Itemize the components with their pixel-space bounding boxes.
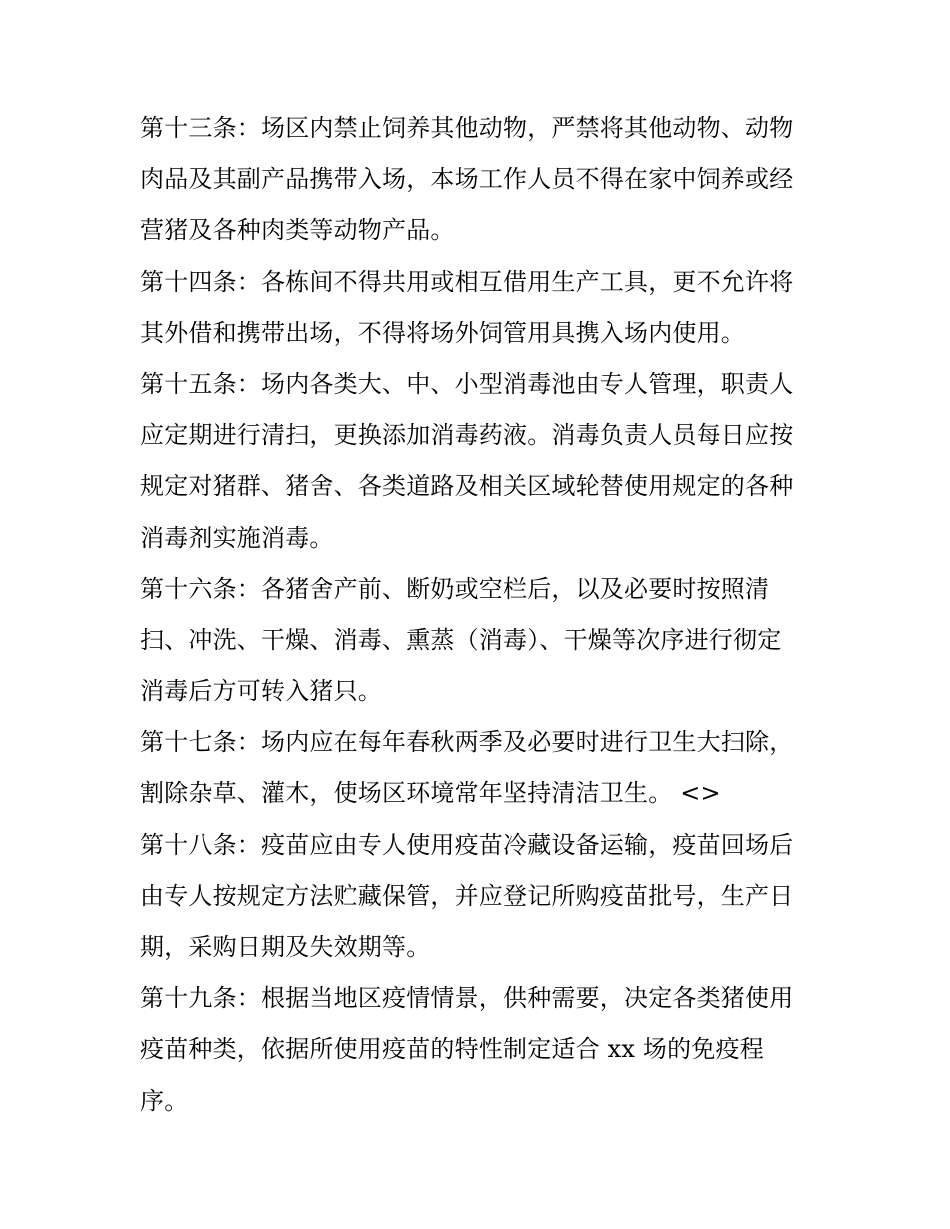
text-line: 消毒剂实施消毒。 [140, 523, 334, 552]
text-line: 序。 [140, 1086, 189, 1115]
text-line: 期，采购日期及失效期等。 [140, 933, 431, 961]
article-15 [140, 359, 820, 564]
text-line: 第十五条：场内各类大、中、小型消毒池由专人管理，职责人 [140, 369, 794, 398]
text-line: 扫、冲洗、干燥、消毒、熏蒸（消毒）、干燥等次序进行彻定 [140, 625, 782, 654]
article-13 [140, 103, 820, 257]
article-14 [140, 257, 820, 359]
text-line: 消毒后方可转入猪只。 [140, 677, 382, 706]
article-19 [140, 973, 820, 1127]
document-body [140, 103, 820, 1127]
text-line: 疫苗种类，依据所使用疫苗的特性制定适合 xx 场的免疫程 [140, 1035, 764, 1064]
article-18 [140, 820, 820, 974]
text-line: 第十四条：各栋间不得共用或相互借用生产工具，更不允许将 [140, 267, 794, 296]
article-16 [140, 564, 820, 718]
text-line: 割除杂草、灌木，使场区环境常年坚持清洁卫生。 <> [140, 779, 721, 808]
text-line: 应定期进行清扫，更换添加消毒药液。消毒负责人员每日应按 [140, 421, 794, 450]
text-line: 营猪及各种肉类等动物产品。 [140, 216, 455, 245]
text-line: 第十六条：各猪舍产前、断奶或空栏后，以及必要时按照清 [140, 574, 770, 603]
text-line: 肉品及其副产品携带入场，本场工作人员不得在家中饲养或经 [140, 165, 794, 194]
article-17 [140, 717, 820, 819]
text-line: 规定对猪群、猪舍、各类道路及相关区域轮替使用规定的各种 [140, 472, 794, 501]
text-line: 第十三条：场区内禁止饲养其他动物，严禁将其他动物、动物 [140, 114, 794, 142]
text-line: 第十七条：场内应在每年春秋两季及必要时进行卫生大扫除， [140, 728, 794, 757]
text-line: 第十九条：根据当地区疫情情景，供种需要，决定各类猪使用 [140, 984, 794, 1013]
text-line: 由专人按规定方法贮藏保管，并应登记所购疫苗批号，生产日 [140, 881, 794, 910]
text-line: 第十八条：疫苗应由专人使用疫苗冷藏设备运输，疫苗回场后 [140, 830, 794, 859]
text-line: 其外借和携带出场，不得将场外饲管用具携入场内使用。 [140, 318, 745, 347]
